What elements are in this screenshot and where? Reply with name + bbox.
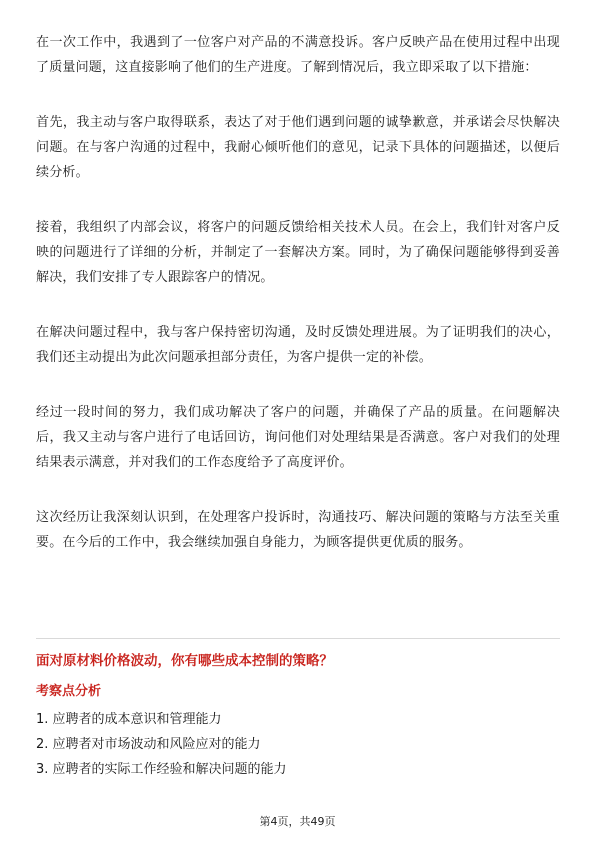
answer-body <box>36 30 560 555</box>
analysis-points-list <box>36 707 560 782</box>
analysis-heading: 考察点分析 <box>36 684 102 699</box>
analysis-point: 1. 应聘者的成本意识和管理能力 <box>36 712 222 727</box>
answer-paragraph-6: 这次经历让我深刻认识到，在处理客户投诉时，沟通技巧、解决问题的策略与方法至关重要。在今后的工作中，我会继续加强自身能力，为顾客提供更优质的服务。 <box>36 510 560 550</box>
question-title: 面对原材料价格波动，你有哪些成本控制的策略？ <box>36 653 333 669</box>
answer-paragraph-4: 在解决问题过程中，我与客户保持密切沟通，及时反馈处理进展。为了证明我们的决心，我们还主动提出为此次问题承担部分责任，为客户提供一定的补偿。 <box>36 325 560 365</box>
answer-paragraph-1: 在一次工作中，我遇到了一位客户对产品的不满意投诉。客户反映产品在使用过程中出现了质量问题，这直接影响了他们的生产进度。了解到情况后，我立即采取了以下措施： <box>36 35 560 75</box>
answer-paragraph-5: 经过一段时间的努力，我们成功解决了客户的问题，并确保了产品的质量。在问题解决后，我又主动与客户进行了电话回访，询问他们对处理结果是否满意。客户对我们的处理结果表示满意，并对我们的工作态度给予了高度评价。 <box>36 405 560 470</box>
page-number: 第4页，共49页 <box>259 815 336 828</box>
analysis-point: 3. 应聘者的实际工作经验和解决问题的能力 <box>36 762 287 777</box>
analysis-point: 2. 应聘者对市场波动和风险应对的能力 <box>36 737 261 752</box>
answer-paragraph-3: 接着，我组织了内部会议，将客户的问题反馈给相关技术人员。在会上，我们针对客户反映的问题进行了详细的分析，并制定了一套解决方案。同时，为了确保问题能够得到妥善解决，我们安排了专人跟踪客户的情况。 <box>36 220 560 285</box>
answer-paragraph-2: 首先，我主动与客户取得联系，表达了对于他们遇到问题的诚挚歉意，并承诺会尽快解决问题。在与客户沟通的过程中，我耐心倾听他们的意见，记录下具体的问题描述，以便后续分析。 <box>36 115 560 180</box>
section-divider <box>36 638 560 639</box>
